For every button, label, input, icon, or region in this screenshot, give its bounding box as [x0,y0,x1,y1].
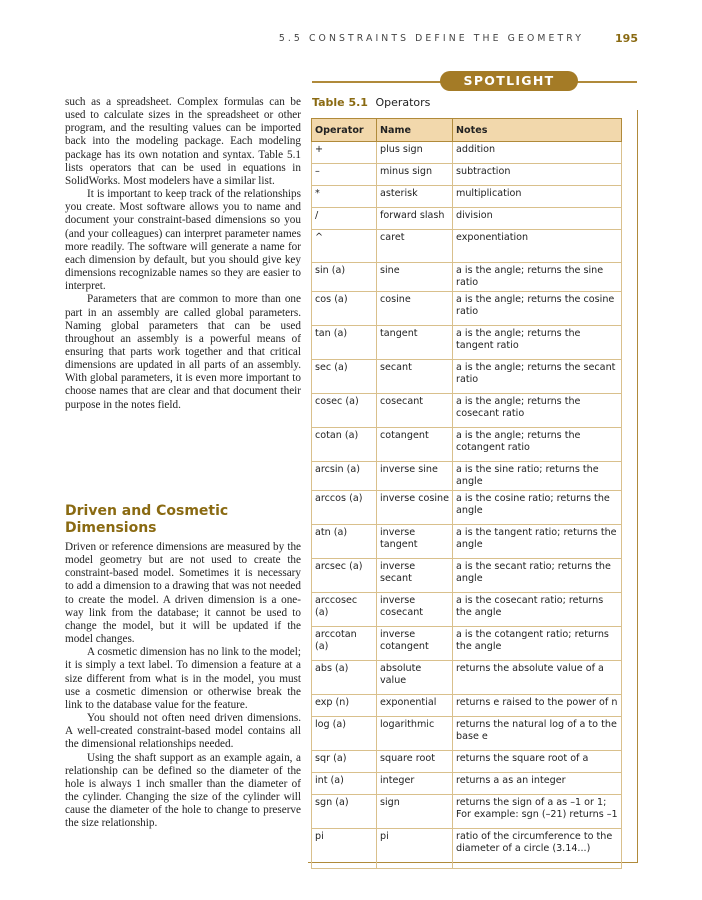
cell-name: sine [377,263,453,292]
cell-operator: cotan (a) [312,428,377,462]
cell-name: inverse secant [377,559,453,593]
table-caption-label: Table 5.1 [312,96,368,109]
cell-notes: division [453,208,622,230]
table-caption-title: Operators [375,96,431,109]
cell-name: plus sign [377,142,453,164]
cell-name: square root [377,751,453,773]
section-body [65,541,301,830]
body-paragraph: Using the shaft support as an example again, a relationship can be defined so the diameter of the hole is always 1 inch smaller than the diameter of the cylinder. Changing the size of the cylinder will cause the diameter of the hole to change to preserve the size relationship. [65,751,301,830]
cell-operator: arcsin (a) [312,462,377,491]
cell-name: cosecant [377,394,453,428]
cell-operator: log (a) [312,717,377,751]
cell-operator: arccosec (a) [312,593,377,627]
cell-operator: sin (a) [312,263,377,292]
cell-name: cotangent [377,428,453,462]
cell-operator: arccotan (a) [312,627,377,661]
cell-name: inverse cotangent [377,627,453,661]
table-row [312,773,622,795]
body-paragraph: Driven or reference dimensions are measured by the model geometry but are not used to create the constraint-based model. Sometimes it is necessary to add a dimension to a drawing that was not needed to create the model. A driven dimension is a one-way link from the database; it cannot be used to change the model, but it will be updated if the model changes. [65,541,301,646]
page-header [0,33,702,47]
cell-name: caret [377,230,453,263]
cell-operator: atn (a) [312,525,377,559]
cell-operator: ^ [312,230,377,263]
body-paragraph: It is important to keep track of the relationships you create. Most software allows you to name and document your constraint-based dimensions so you (and your colleagues) can interpret parameter names more readily. The software will generate a name for each dimension by default, but you should give key dimensions recognizable names so they are easier to interpret. [65,188,301,293]
cell-name: absolute value [377,661,453,695]
cell-name: integer [377,773,453,795]
cell-notes: returns the sign of a as –1 or 1; For example: sgn (–21) returns –1 [453,795,622,829]
table-row [312,717,622,751]
table-row [312,593,622,627]
table-row [312,795,622,829]
table-row [312,525,622,559]
cell-name: pi [377,829,453,869]
cell-notes: returns the square root of a [453,751,622,773]
table-row [312,208,622,230]
table-row [312,326,622,360]
cell-operator: + [312,142,377,164]
cell-operator: / [312,208,377,230]
body-text-column [65,96,301,412]
cell-operator: – [312,164,377,186]
table-row [312,292,622,326]
cell-name: sign [377,795,453,829]
column-header-notes: Notes [453,119,622,142]
cell-name: logarithmic [377,717,453,751]
table-row [312,462,622,491]
table-row [312,360,622,394]
table-row [312,164,622,186]
table-row [312,829,622,869]
spotlight-tab: SPOTLIGHT [440,71,578,91]
cell-operator: * [312,186,377,208]
cell-notes: a is the angle; returns the secant ratio [453,360,622,394]
cell-name: forward slash [377,208,453,230]
cell-notes: addition [453,142,622,164]
cell-notes: a is the angle; returns the sine ratio [453,263,622,292]
cell-notes: a is the secant ratio; returns the angle [453,559,622,593]
body-paragraph: You should not often need driven dimensions. A well-created constraint-based model contains all the dimensional relationships needed. [65,712,301,751]
table-row [312,491,622,525]
cell-name: exponential [377,695,453,717]
cell-notes: returns a as an integer [453,773,622,795]
running-head: 5.5 CONSTRAINTS DEFINE THE GEOMETRY [278,33,584,44]
cell-notes: a is the tangent ratio; returns the angle [453,525,622,559]
cell-operator: arccos (a) [312,491,377,525]
cell-name: secant [377,360,453,394]
cell-operator: cos (a) [312,292,377,326]
table-row [312,428,622,462]
cell-notes: a is the sine ratio; returns the angle [453,462,622,491]
section-heading: Driven and Cosmetic Dimensions [65,503,229,536]
table-body [312,142,622,869]
cell-name: tangent [377,326,453,360]
column-header-name: Name [377,119,453,142]
cell-notes: a is the cosecant ratio; returns the angle [453,593,622,627]
cell-notes: returns the natural log of a to the base e [453,717,622,751]
table-row [312,230,622,263]
cell-notes: returns the absolute value of a [453,661,622,695]
cell-notes: ratio of the circumference to the diameter of a circle (3.14...) [453,829,622,869]
cell-name: inverse cosine [377,491,453,525]
cell-operator: pi [312,829,377,869]
table-row [312,394,622,428]
cell-operator: exp (n) [312,695,377,717]
cell-name: inverse cosecant [377,593,453,627]
cell-operator: abs (a) [312,661,377,695]
cell-notes: subtraction [453,164,622,186]
cell-notes: returns e raised to the power of n [453,695,622,717]
cell-notes: a is the angle; returns the cotangent ratio [453,428,622,462]
cell-operator: sqr (a) [312,751,377,773]
table-row [312,661,622,695]
cell-notes: a is the angle; returns the cosine ratio [453,292,622,326]
cell-notes: exponentiation [453,230,622,263]
cell-name: inverse tangent [377,525,453,559]
table-row [312,695,622,717]
table-row [312,142,622,164]
cell-operator: arcsec (a) [312,559,377,593]
cell-operator: cosec (a) [312,394,377,428]
column-header-operator: Operator [312,119,377,142]
table-row [312,751,622,773]
body-paragraph: Parameters that are common to more than one part in an assembly are called global parameters. Naming global parameters that can be used throughout an assembly is a powerful means of ensuring that parts work together and that critical dimensions are updated in all parts of an assembly. With global parameters, it is even more important to choose names that are clear and that document their purpose in the notes field. [65,293,301,411]
table-caption [312,96,430,109]
cell-notes: a is the cosine ratio; returns the angle [453,491,622,525]
table-row [312,263,622,292]
table-row [312,559,622,593]
table-row [312,186,622,208]
body-paragraph: such as a spreadsheet. Complex formulas can be used to calculate sizes in the spreadsheet or other program, and the resulting values can be imported back into the modeling package. Each modeling package has its own notation and syntax. Table 5.1 lists operators that can be used in equations in SolidWorks. Most modelers have a similar list. [65,96,301,187]
cell-operator: sgn (a) [312,795,377,829]
table-header-row [312,119,622,142]
body-paragraph: A cosmetic dimension has no link to the model; it is simply a text label. To dimension a feature at a size different from what is in the model, you must use a cosmetic dimension or otherwise break the link to the database value for the feature. [65,646,301,711]
cell-name: inverse sine [377,462,453,491]
page-number: 195 [615,32,638,45]
cell-notes: multiplication [453,186,622,208]
cell-operator: sec (a) [312,360,377,394]
cell-notes: a is the cotangent ratio; returns the angle [453,627,622,661]
cell-name: cosine [377,292,453,326]
cell-notes: a is the angle; returns the tangent ratio [453,326,622,360]
cell-notes: a is the angle; returns the cosecant ratio [453,394,622,428]
operators-table [311,118,622,869]
cell-operator: tan (a) [312,326,377,360]
cell-name: minus sign [377,164,453,186]
cell-operator: int (a) [312,773,377,795]
table-row [312,627,622,661]
cell-name: asterisk [377,186,453,208]
